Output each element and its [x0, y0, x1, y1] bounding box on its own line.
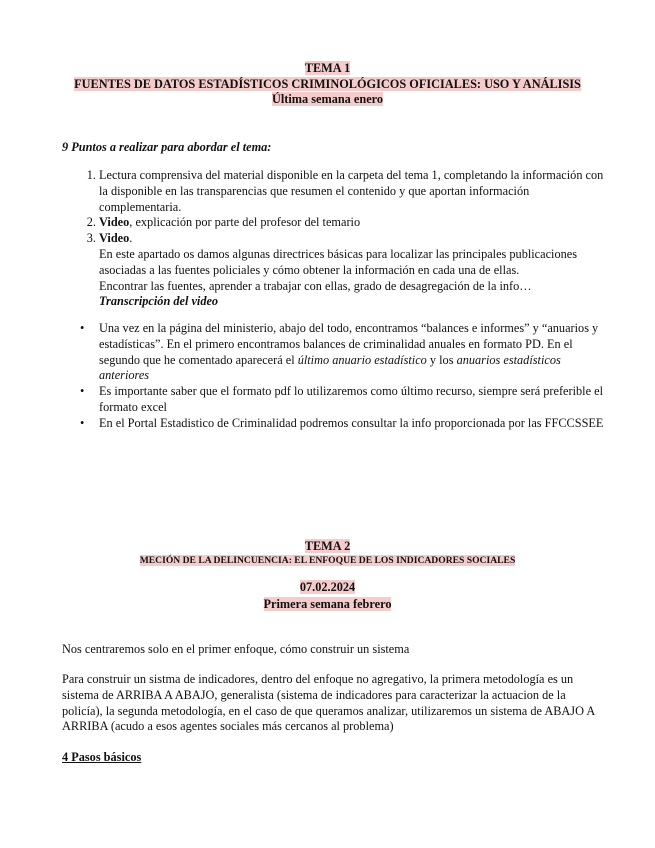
step-3-transcription-label: Transcripción del video — [99, 294, 219, 309]
points-heading: 9 Puntos a realizar para abordar el tema: — [62, 140, 272, 154]
bullet-1-emphasis-2: anuarios estadísticos anteriores — [99, 352, 561, 383]
steps-list — [62, 168, 605, 310]
bullet-1-text-2: y los — [426, 352, 457, 367]
step-1-text: Lectura comprensiva del material disponible en la carpeta del tema 1, completando la información con la disponible en las transparencias que resumen el contenido y que aportan información complementaria. — [99, 168, 604, 214]
step-3-bold: Video — [99, 231, 130, 246]
tema2-week-row — [0, 597, 655, 612]
step-item-2 — [99, 215, 605, 231]
tema1-subtitle: FUENTES DE DATOS ESTADÍSTICOS CRIMINOLÓGICOS OFICIALES: USO Y ANÁLISIS — [74, 77, 581, 91]
paragraph-2: Para construir un sistma de indicadores, dentro del enfoque no agregativo, la primera metodología es un sistema de ARRIBA A ABAJO, generalista (sistema de indicadores para caracterizar la actuacion de la policía), la segunda metodología, en el caso de que queramos analizar, utilizaremos un sistema de ABAJO A ARRIBA (acudo a esos agentes sociales más cercanos al problema) — [62, 672, 595, 734]
bullet-item-2 — [80, 384, 605, 416]
tema1-week-row — [0, 92, 655, 107]
tema1-title: TEMA 1 — [304, 61, 351, 75]
bullet-3-text: En el Portal Estadistico de Criminalidad podremos consultar la info proporcionada por las FFCCSSEE — [99, 415, 604, 430]
tema2-week: Primera semana febrero — [263, 597, 392, 611]
tema2-title: TEMA 2 — [304, 539, 351, 553]
tema1-subtitle-row — [0, 77, 655, 92]
tema2-subtitle-row — [0, 555, 655, 566]
bullet-dot-icon: • — [80, 415, 85, 430]
step-2-bold: Video — [99, 215, 130, 230]
tema2-date: 07.02.2024 — [299, 580, 356, 594]
bullet-item-3 — [80, 415, 605, 432]
tema2-subtitle: MECIÓN DE LA DELINCUENCIA: EL ENFOQUE DE LOS INDICADORES SOCIALES — [139, 555, 516, 566]
step-item-1 — [99, 168, 605, 215]
step-item-3 — [99, 231, 605, 310]
bullet-2-text: Es importante saber que el formato pdf lo utilizaremos como último recurso, siempre será preferible el formato excel — [99, 384, 603, 414]
step-2-rest: , explicación por parte del profesor del temario — [129, 215, 361, 230]
bullet-item-1 — [80, 321, 605, 384]
tema1-week: Última semana enero — [271, 92, 384, 106]
bullet-dot-icon: • — [80, 384, 85, 399]
tema2-date-row — [0, 580, 655, 595]
bullet-list — [62, 321, 605, 432]
tema1-title-row — [0, 61, 655, 76]
bullet-dot-icon: • — [80, 321, 85, 335]
bullet-1-text: Una vez en la página del ministerio, abajo del todo, encontramos “balances e informes” y “anuarios y estadísticas”. En el primero encontramos balances de criminalidad anuales en formato PD. En el segundo que he comentado aparecerá el — [99, 321, 599, 367]
paragraph-1: Nos centraremos solo en el primer enfoque, cómo construir un sistema — [62, 642, 410, 656]
step-3-para-1: En este apartado os damos algunas directrices básicas para localizar las principales publicaciones asociadas a las fuentes policiales y cómo obtener la información en cada una de ellas. — [99, 246, 578, 277]
tema2-title-row — [0, 539, 655, 554]
step-3-dot: . — [129, 231, 133, 246]
steps-heading: 4 Pasos básicos — [62, 750, 142, 764]
bullet-1-emphasis-1: último anuario estadístico — [297, 352, 427, 367]
step-3-para-2: Encontrar las fuentes, aprender a trabajar con ellas, grado de desagregación de la info… — [99, 278, 532, 293]
